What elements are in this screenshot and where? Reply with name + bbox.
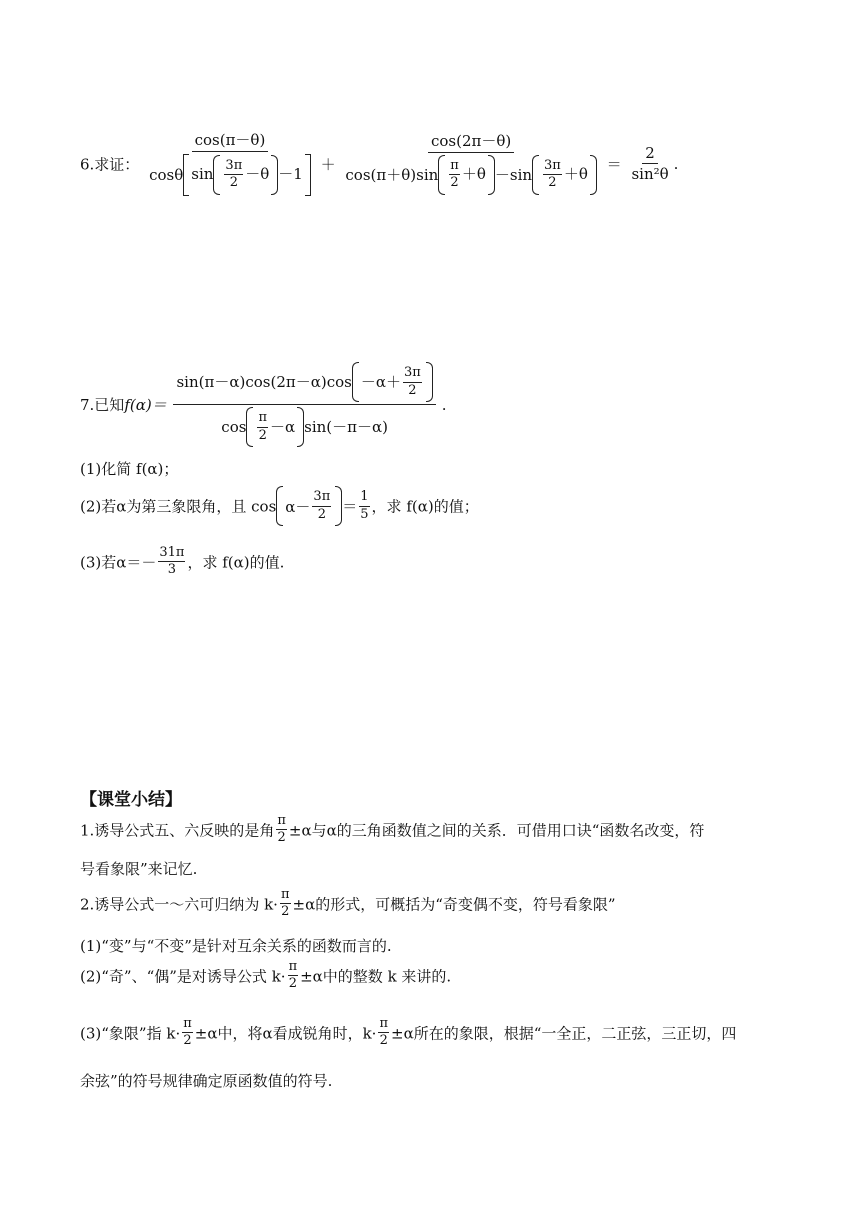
s4-2: 2 xyxy=(288,976,297,992)
summary-item-3: (1)“变”与“不变”是针对互余关系的函数而言的. xyxy=(80,937,392,955)
q7-part-3 xyxy=(80,546,284,578)
q7-p3-3: 3 xyxy=(167,562,177,578)
q6-frac1-num-text: cos(π－θ) xyxy=(194,131,266,149)
q6-label: 6.求证： xyxy=(80,155,140,174)
summary-item-2 xyxy=(80,888,616,920)
s1-pi-over-2 xyxy=(276,814,287,846)
s5-pi-over-2-b xyxy=(378,1017,389,1049)
summary-item-1 xyxy=(80,814,704,846)
q6-frac1-paren xyxy=(213,155,278,195)
summary-item-5-cont: 余弦”的符号规律确定原函数值的符号. xyxy=(80,1072,333,1090)
s5-pi-a: π xyxy=(182,1017,193,1033)
s1-text-b: ±α与α的三角函数值之间的关系．可借用口诀“函数名改变，符 xyxy=(288,821,705,840)
q6-rhs-num: 2 xyxy=(642,145,658,165)
q6-frac2-plus-theta-a: ＋θ xyxy=(461,165,486,184)
q6-frac1-3pi-over-2 xyxy=(224,159,243,191)
q6-fraction-1 xyxy=(146,132,314,196)
q6-frac1-minus-one: －1 xyxy=(278,165,303,184)
q7-p3-end: ，求 f(α)的值. xyxy=(187,553,285,572)
q7-num-minus-alpha: －α＋ xyxy=(360,372,401,391)
q7-part-1: (1)化简 f(α)； xyxy=(80,460,179,478)
q7-den-minus-alpha: －α xyxy=(269,417,296,436)
q6-frac1-cos: cosθ xyxy=(149,165,184,184)
q7-num-2: 2 xyxy=(408,382,417,398)
q7-p2-one: 1 xyxy=(359,490,369,506)
q6-frac2-2b: 2 xyxy=(548,175,557,190)
q6-plus: ＋ xyxy=(320,155,336,174)
q6-frac2-plus-theta-b: ＋θ xyxy=(563,165,588,184)
summary-item-1-cont: 号看象限”来记忆. xyxy=(80,860,198,878)
s1-pi: π xyxy=(276,814,287,830)
s2-2: 2 xyxy=(281,904,290,920)
q6-frac1-numerator xyxy=(192,132,269,152)
s5-pi-over-2-a xyxy=(182,1017,193,1049)
question-6 xyxy=(80,132,678,196)
q6-frac2-cos-sin: cos(π＋θ)sin xyxy=(345,165,439,184)
q7-label: 7.已知 xyxy=(80,396,125,414)
q6-fraction-2 xyxy=(342,133,599,195)
q6-frac1-denominator xyxy=(146,152,314,196)
q6-frac2-num-text: cos(2π－θ) xyxy=(431,132,512,150)
s5-text-c: ±α所在的象限，根据“一全正，二正弦，三正切，四 xyxy=(391,1024,737,1043)
q7-p3-start: (3)若α＝－ xyxy=(80,553,157,572)
q6-frac2-pi-over-2 xyxy=(449,159,460,191)
s1-2: 2 xyxy=(277,830,286,846)
q7-num-text: sin(π－α)cos(2π－α)cos xyxy=(176,372,352,391)
s4-pi-over-2 xyxy=(288,960,299,992)
q7-den-pi-over-2 xyxy=(257,411,268,443)
s4-text-b: ±α中的整数 k 来讲的. xyxy=(300,967,452,986)
q7-end: . xyxy=(441,395,447,414)
q7-num-3pi-over-2 xyxy=(403,366,422,398)
q7-p2-3pi: 3π xyxy=(312,490,331,506)
q7-main-fraction xyxy=(173,362,435,447)
q7-num-paren xyxy=(352,362,433,402)
q6-frac2-3pi-over-2 xyxy=(543,159,562,191)
q7-den-pi: π xyxy=(257,411,268,427)
q6-rhs-den: sin²θ xyxy=(631,165,669,184)
q7-den-cos: cos xyxy=(221,417,247,436)
s5-text-b: ±α中，将α看成锐角时，k· xyxy=(194,1024,377,1043)
s2-pi-over-2 xyxy=(280,888,291,920)
q7-p3-31pi: 31π xyxy=(158,546,185,562)
q6-equals: ＝ xyxy=(606,155,622,174)
q7-den-2: 2 xyxy=(258,427,267,443)
q6-frac2-denominator xyxy=(342,153,599,195)
s5-pi-b: π xyxy=(378,1017,389,1033)
s2-pi: π xyxy=(280,888,291,904)
s5-2-a: 2 xyxy=(183,1033,192,1049)
q6-end: . xyxy=(673,154,679,173)
q7-p2-3pi-over-2 xyxy=(312,490,331,522)
q7-p2-paren xyxy=(276,486,342,526)
s1-text-a: 1.诱导公式五、六反映的是角 xyxy=(80,821,275,840)
s4-text-a: (2)“奇”、“偶”是对诱导公式 k· xyxy=(80,967,286,986)
q7-den-paren xyxy=(246,407,304,447)
summary-item-5 xyxy=(80,1017,736,1049)
q7-denominator xyxy=(218,405,391,447)
q7-p2-alpha: α－ xyxy=(285,497,311,516)
summary-item-4 xyxy=(80,960,451,992)
q6-frac2-minus-sin: －sin xyxy=(494,165,533,184)
q7-p2-equals: ＝ xyxy=(342,497,358,516)
q6-frac2-2a: 2 xyxy=(450,175,459,190)
q6-frac1-2: 2 xyxy=(229,175,238,190)
s2-text-a: 2.诱导公式一～六可归纳为 k· xyxy=(80,895,278,914)
q6-rhs-fraction xyxy=(628,145,671,183)
q6-frac2-pi: π xyxy=(449,159,460,175)
q6-frac2-3pi: 3π xyxy=(543,159,562,175)
q7-p2-value xyxy=(359,490,369,522)
q7-numerator xyxy=(173,362,435,405)
q7-p3-fraction xyxy=(158,546,185,578)
q6-frac1-minus-theta: －θ xyxy=(245,165,270,184)
summary-heading: 【课堂小结】 xyxy=(80,790,182,810)
q7-part-2 xyxy=(80,486,479,526)
q7-p2-start: (2)若α为第三象限角，且 cos xyxy=(80,497,277,516)
q6-frac1-bracket xyxy=(183,154,311,196)
q6-frac2-paren-a xyxy=(438,155,495,195)
s5-text-a: (3)“象限”指 k· xyxy=(80,1024,181,1043)
q7-p2-2: 2 xyxy=(317,506,326,522)
q6-frac1-3pi: 3π xyxy=(224,159,243,175)
q7-p2-end: ，求 f(α)的值； xyxy=(371,497,479,516)
s4-pi: π xyxy=(288,960,299,976)
q6-frac2-paren-b xyxy=(532,155,597,195)
s5-2-b: 2 xyxy=(379,1033,388,1049)
q6-frac1-sin: sin xyxy=(191,165,214,184)
q7-den-sin: sin(－π－α) xyxy=(304,417,388,436)
q7-p2-five: 5 xyxy=(360,506,369,522)
s2-text-b: ±α的形式，可概括为“奇变偶不变，符号看象限” xyxy=(292,895,616,914)
q7-f-alpha: f(α)＝ xyxy=(124,396,167,414)
question-7 xyxy=(80,362,447,447)
q6-frac2-numerator xyxy=(428,133,514,153)
q7-num-3pi: 3π xyxy=(403,366,422,382)
